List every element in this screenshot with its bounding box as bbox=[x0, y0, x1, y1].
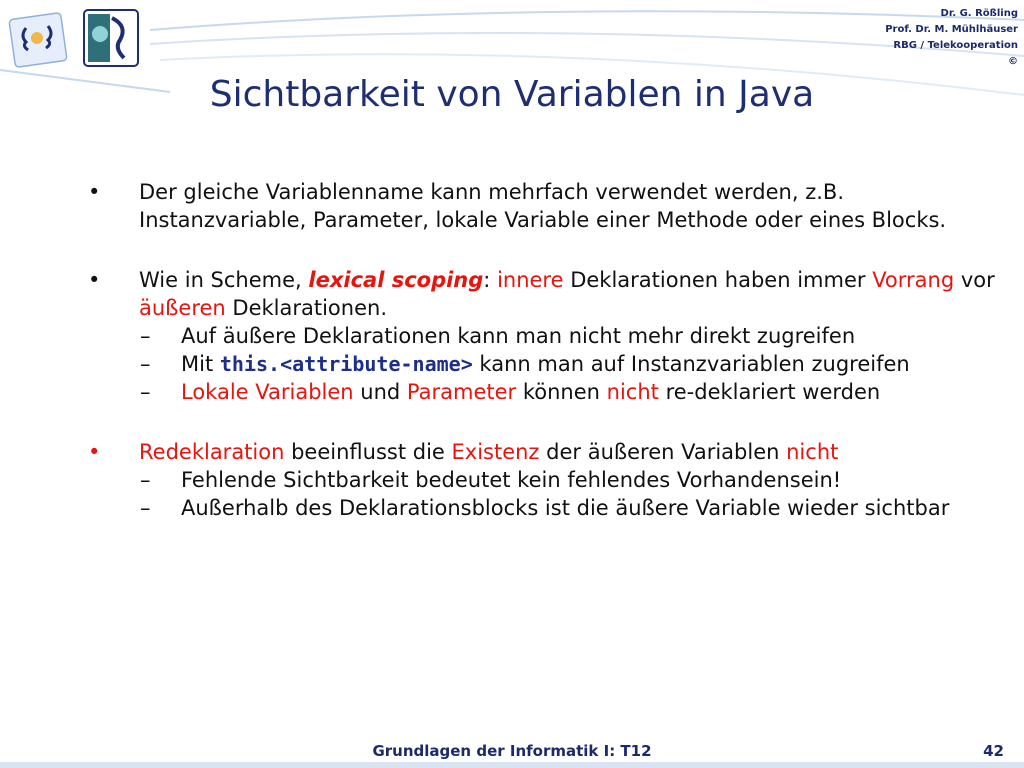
author-block bbox=[885, 6, 1018, 70]
author-line-2: Prof. Dr. M. Mühlhäuser bbox=[885, 24, 1018, 35]
author-line-1: Dr. G. Rößling bbox=[940, 8, 1018, 19]
sub-item-3-1 bbox=[88, 466, 1008, 494]
dash-marker: – bbox=[140, 324, 151, 348]
bullet-2-text-i: Deklarationen. bbox=[225, 296, 387, 320]
footer-rule bbox=[0, 762, 1024, 768]
copyright-mark: © bbox=[1008, 56, 1018, 67]
dash-marker: – bbox=[140, 352, 151, 376]
sub-item-2-3-nicht: nicht bbox=[606, 380, 659, 404]
bullet-2-innere: innere bbox=[497, 268, 564, 292]
bullet-item-1 bbox=[88, 178, 1008, 234]
header-decoration-swooshes bbox=[0, 0, 1024, 140]
bullet-marker: • bbox=[88, 180, 101, 204]
dash-marker: – bbox=[140, 468, 151, 492]
code-this-attribute: this.<attribute-name> bbox=[219, 352, 473, 376]
bullet-item-3 bbox=[88, 438, 1008, 466]
bullet-item-2 bbox=[88, 266, 1008, 322]
sub-item-2-3-text-d: können bbox=[516, 380, 607, 404]
slide-content bbox=[88, 178, 1008, 522]
sub-item-3-1-text: Fehlende Sichtbarkeit bedeutet kein fehlendes Vorhandensein! bbox=[181, 468, 842, 492]
bullet-2-lexical-scoping: lexical scoping bbox=[308, 268, 484, 292]
bullet-2-vorrang: Vorrang bbox=[872, 268, 955, 292]
bullet-3-nicht: nicht bbox=[786, 440, 839, 464]
sub-item-2-3-parameter: Parameter bbox=[406, 380, 517, 404]
page-number: 42 bbox=[983, 742, 1004, 760]
bullet-2-text-c: : bbox=[483, 268, 498, 292]
faces-logo bbox=[4, 6, 144, 70]
bullet-2-text-e: Deklarationen haben immer bbox=[563, 268, 873, 292]
bullet-3-text-d: der äußeren Variablen bbox=[539, 440, 787, 464]
bullet-marker: • bbox=[88, 268, 101, 292]
sub-item-2-3-lokale-variablen: Lokale Variablen bbox=[181, 380, 354, 404]
bullet-2-aeusseren: äußeren bbox=[139, 296, 226, 320]
dash-marker: – bbox=[140, 380, 151, 404]
bullet-1-text: Der gleiche Variablenname kann mehrfach verwendet werden, z.B. Instanzvariable, Parameter, lokale Variable einer Methode oder eines Blocks. bbox=[139, 180, 947, 232]
bullet-2-text-a: Wie in Scheme, bbox=[139, 268, 309, 292]
author-line-3: RBG / Telekooperation bbox=[893, 40, 1018, 51]
sub-item-2-3 bbox=[88, 378, 1008, 406]
bullet-marker-red: • bbox=[88, 440, 101, 464]
sub-item-2-2-text-b: kann man auf Instanzvariablen zugreifen bbox=[472, 352, 910, 376]
bullet-3-existenz: Existenz bbox=[451, 440, 540, 464]
sub-item-2-3-text-b: und bbox=[353, 380, 407, 404]
dash-marker: – bbox=[140, 496, 151, 520]
bullet-3-text-b: beeinflusst die bbox=[284, 440, 452, 464]
bullet-3-redeklaration: Redeklaration bbox=[139, 440, 285, 464]
footer-course-title: Grundlagen der Informatik I: T12 bbox=[372, 742, 652, 760]
sub-item-3-2-text: Außerhalb des Deklarationsblocks ist die äußere Variable wieder sichtbar bbox=[181, 496, 950, 520]
sub-item-2-3-text-f: re-deklariert werden bbox=[658, 380, 881, 404]
sub-item-2-2 bbox=[88, 350, 1008, 378]
sub-item-2-2-text-a: Mit bbox=[181, 352, 220, 376]
sub-item-3-2 bbox=[88, 494, 1008, 522]
sub-item-2-1-text: Auf äußere Deklarationen kann man nicht mehr direkt zugreifen bbox=[181, 324, 856, 348]
sub-item-2-1 bbox=[88, 322, 1008, 350]
bullet-2-text-g: vor bbox=[954, 268, 995, 292]
slide-title: Sichtbarkeit von Variablen in Java bbox=[209, 74, 815, 115]
